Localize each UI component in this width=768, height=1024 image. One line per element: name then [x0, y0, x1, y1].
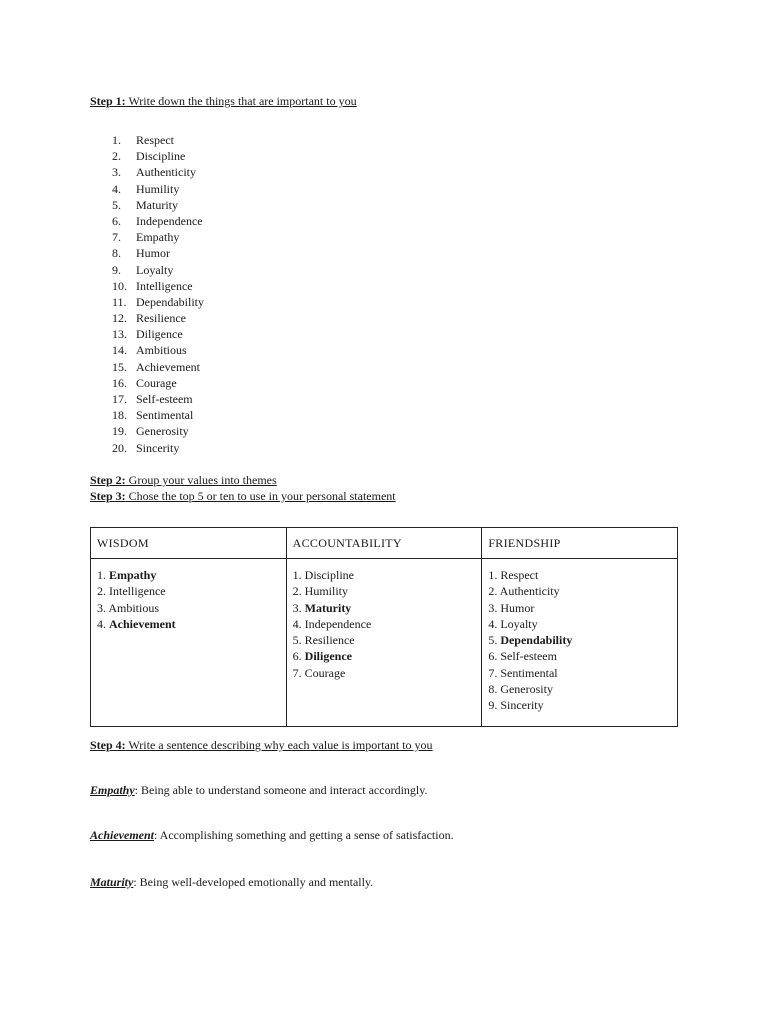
- theme-item: 2. Authenticity: [488, 584, 560, 599]
- list-item: 19. Generosity: [112, 424, 189, 439]
- list-item: 4. Humility: [112, 181, 180, 196]
- list-item: 14. Ambitious: [112, 343, 187, 358]
- list-item: 15. Achievement: [112, 359, 200, 374]
- values-list: [112, 132, 204, 456]
- step-2-heading: [90, 472, 277, 488]
- table-row: [91, 559, 678, 727]
- theme-item: 4. Independence: [292, 616, 372, 631]
- list-item: 17. Self-esteem: [112, 392, 193, 406]
- list-item: 8. Humor: [112, 246, 170, 261]
- theme-item: 5. Dependability: [488, 633, 573, 648]
- step-1-label: Step 1:: [90, 94, 126, 108]
- step-2-label: Step 2:: [90, 473, 126, 487]
- value-sentence-empathy: [90, 782, 427, 798]
- theme-cell-friendship: [482, 559, 678, 727]
- sentence-text: : Being well-developed emotionally and mentally.: [133, 875, 374, 889]
- step-1-heading: [90, 93, 357, 109]
- list-item: 3. Authenticity: [112, 165, 196, 180]
- theme-item: 6. Diligence: [292, 649, 352, 664]
- value-sentence-achievement: [90, 827, 454, 843]
- list-item: 2. Discipline: [112, 149, 186, 164]
- sentence-term: Achievement: [90, 828, 154, 842]
- theme-item: 3. Humor: [488, 600, 535, 615]
- value-sentence-maturity: [90, 874, 373, 890]
- list-item: 11. Dependability: [112, 294, 204, 309]
- list-item: 13. Diligence: [112, 327, 183, 342]
- theme-header-wisdom: WISDOM: [91, 528, 287, 559]
- step-3-heading: [90, 488, 396, 504]
- step-3-text: Chose the top 5 or ten to use in your personal statement: [125, 489, 396, 503]
- list-item: 6. Independence: [112, 213, 203, 228]
- theme-item: 2. Intelligence: [97, 584, 166, 599]
- theme-item: 5. Resilience: [292, 633, 355, 648]
- theme-cell-wisdom: [91, 559, 287, 727]
- theme-item: 7. Courage: [292, 665, 346, 680]
- step-4-label: Step 4:: [90, 738, 126, 752]
- sentence-term: Empathy: [90, 783, 135, 797]
- theme-item: 3. Maturity: [292, 600, 352, 615]
- theme-item: 6. Self-esteem: [488, 649, 557, 664]
- list-item: 9. Loyalty: [112, 262, 174, 277]
- theme-item: 4. Loyalty: [488, 616, 538, 631]
- step-4-heading: [90, 737, 433, 753]
- list-item: 12. Resilience: [112, 311, 186, 326]
- theme-item: 4. Achievement: [97, 616, 176, 631]
- list-item: 10. Intelligence: [112, 278, 193, 293]
- step-1-text: Write down the things that are important to you: [125, 94, 357, 108]
- themes-table: [90, 527, 678, 727]
- list-item: 18. Sentimental: [112, 408, 194, 423]
- theme-cell-accountability: [286, 559, 482, 727]
- step-4-text: Write a sentence describing why each value is important to you: [125, 738, 433, 752]
- step-3-label: Step 3:: [90, 489, 126, 503]
- list-item: 1. Respect: [112, 133, 174, 147]
- theme-item: 1. Empathy: [97, 568, 157, 582]
- theme-header-accountability: ACCOUNTABILITY: [286, 528, 482, 559]
- theme-item: 8. Generosity: [488, 682, 553, 697]
- step-2-text: Group your values into themes: [125, 473, 277, 487]
- theme-item: 2. Humility: [292, 584, 348, 599]
- sentence-term: Maturity: [90, 875, 134, 889]
- list-item: 16. Courage: [112, 375, 177, 390]
- table-header-row: [91, 528, 678, 559]
- sentence-text: : Accomplishing something and getting a sense of satisfaction.: [153, 828, 454, 842]
- list-item: 20. Sincerity: [112, 440, 180, 455]
- theme-item: 1. Discipline: [292, 568, 354, 582]
- list-item: 5. Maturity: [112, 197, 178, 212]
- list-item: 7. Empathy: [112, 230, 180, 245]
- sentence-text: : Being able to understand someone and interact accordingly.: [134, 783, 428, 797]
- theme-item: 3. Ambitious: [97, 600, 160, 615]
- theme-item: 7. Sentimental: [488, 665, 558, 680]
- theme-header-friendship: FRIENDSHIP: [482, 528, 678, 559]
- theme-item: 1. Respect: [488, 568, 539, 582]
- theme-item: 9. Sincerity: [488, 698, 544, 713]
